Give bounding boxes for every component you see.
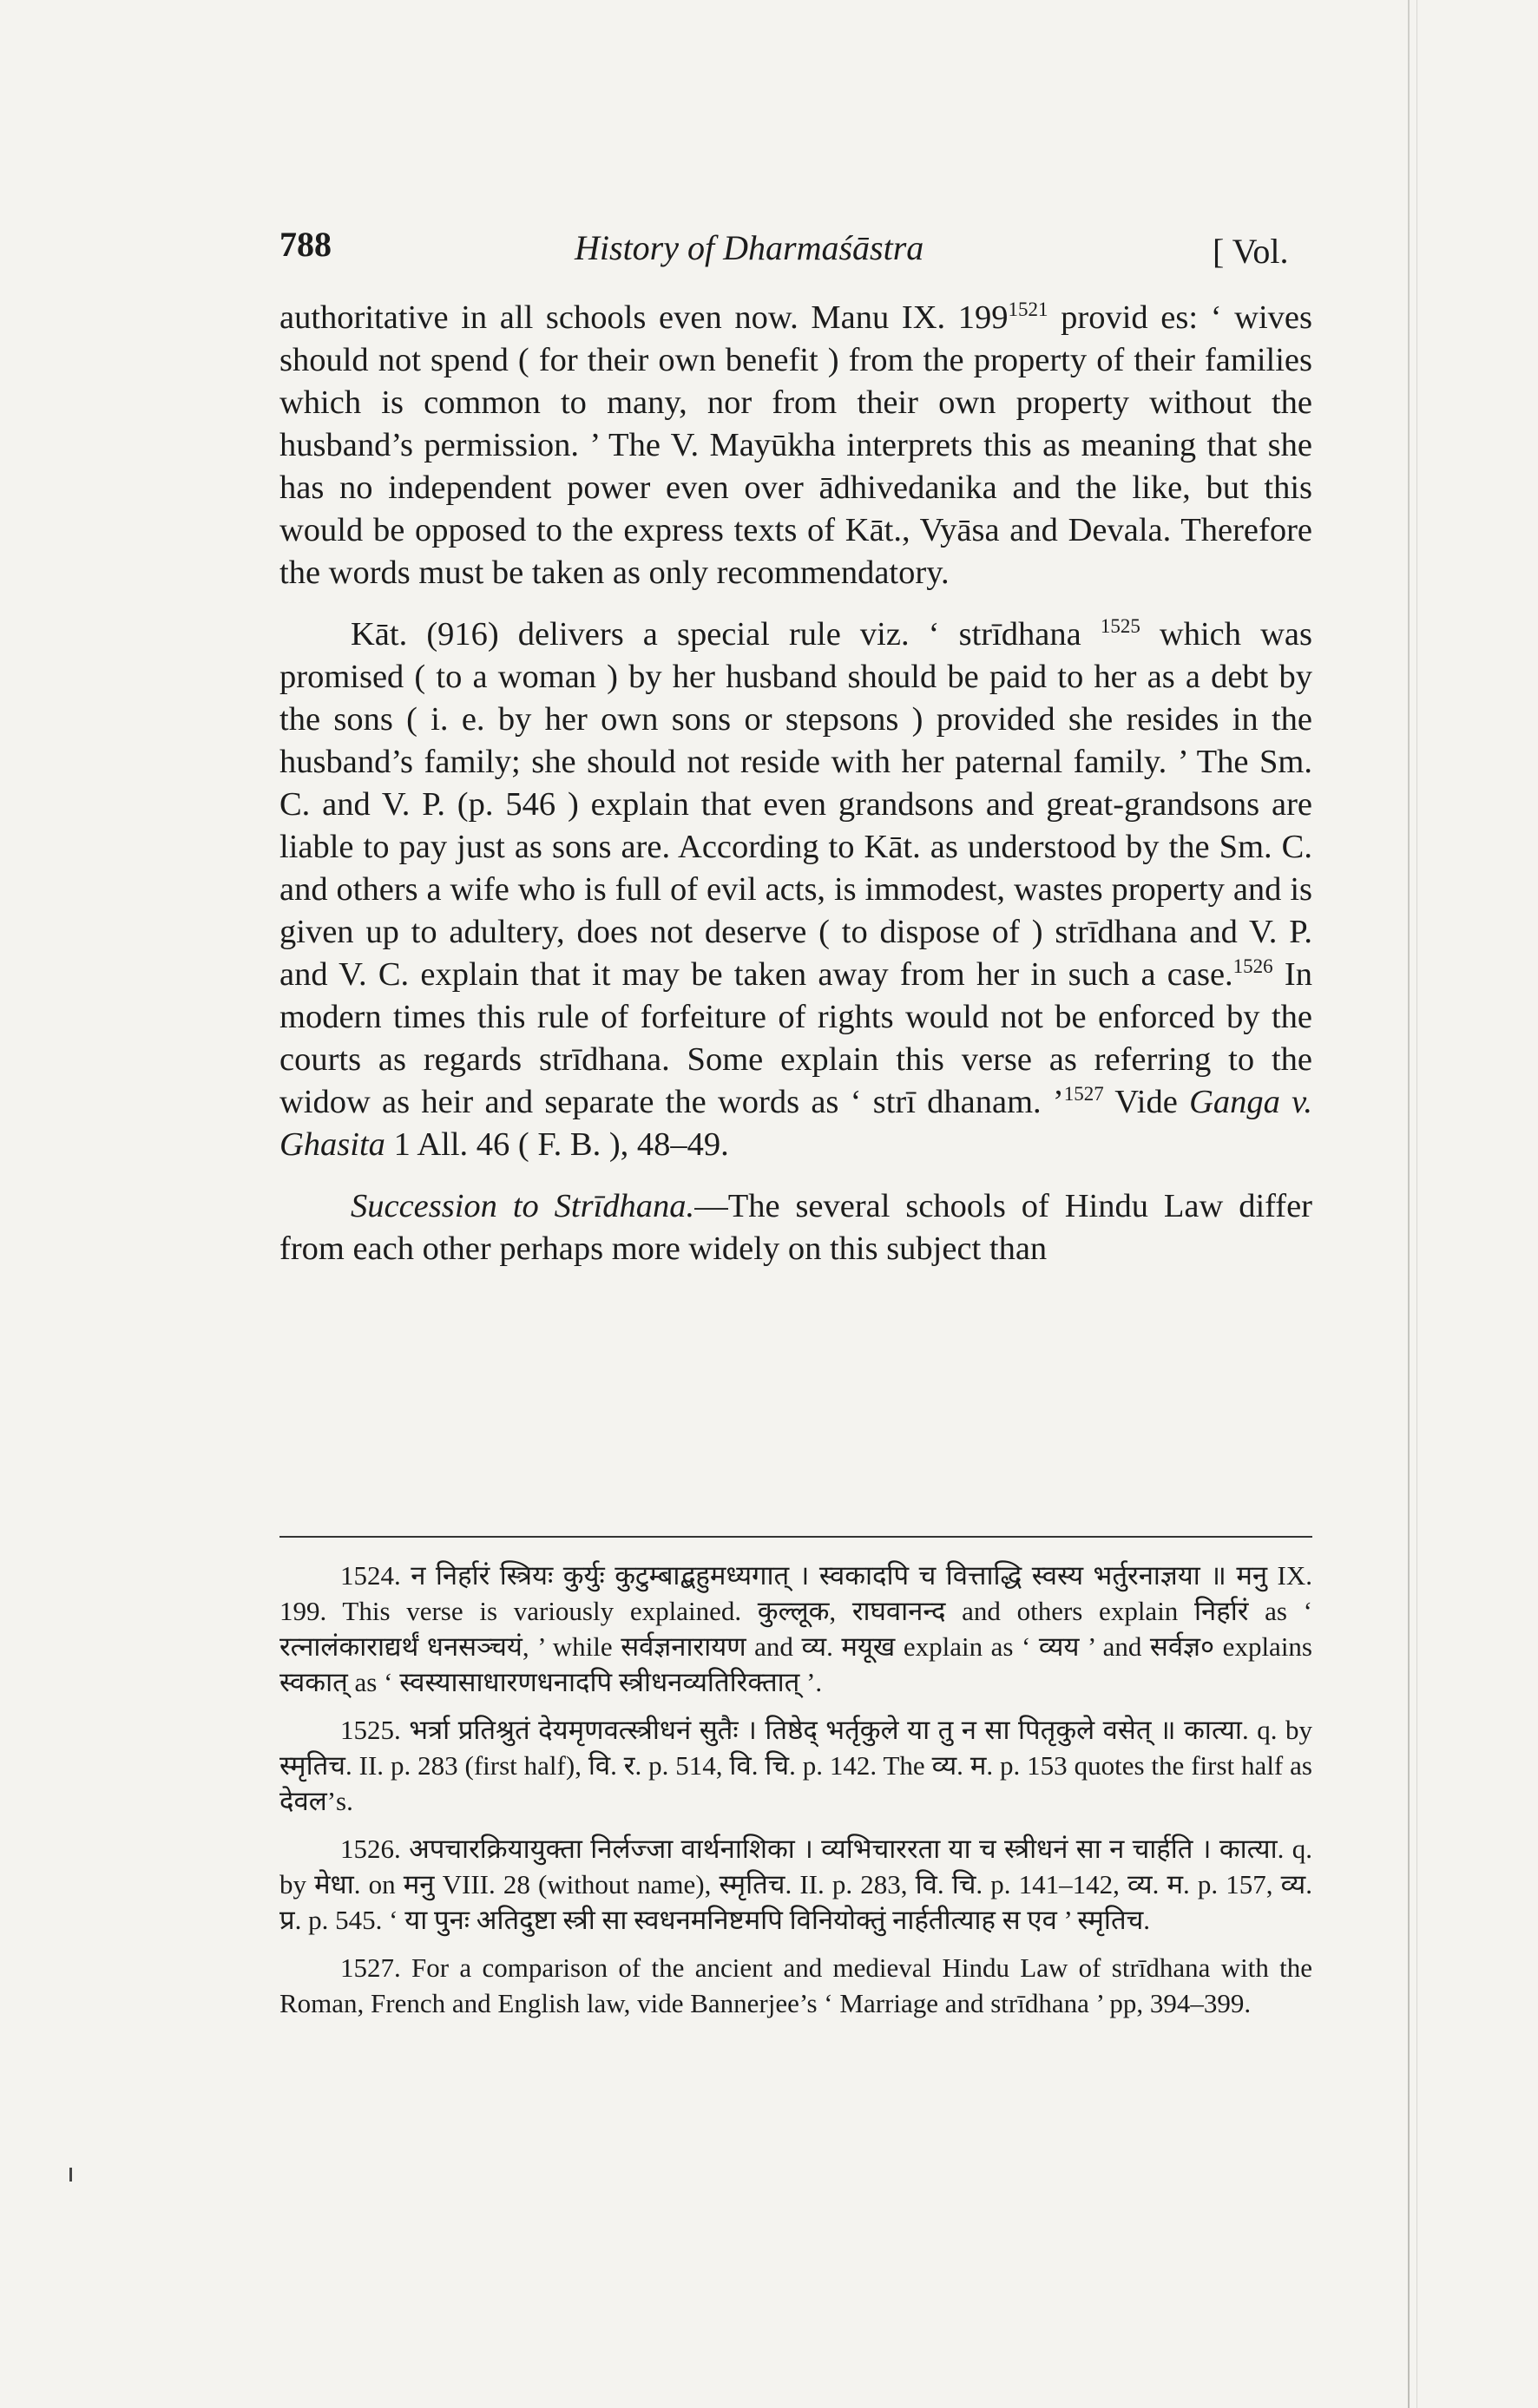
footnote-ref-1527: 1527	[1063, 1083, 1104, 1106]
binding-edge-inner	[1416, 0, 1417, 2408]
footnote-divider	[279, 1536, 1312, 1538]
paragraph-1	[279, 297, 1312, 594]
case-versus: v.	[1292, 1084, 1313, 1120]
binding-edge	[1408, 0, 1410, 2408]
running-title: History of Dharmaśāstra	[575, 228, 924, 267]
section-heading: Succession to Strīdhana.	[351, 1188, 695, 1224]
p2-text-d: Vide	[1103, 1084, 1190, 1120]
footnote-1527: 1527. For a comparison of the ancient and medieval Hindu Law of strīdhana with the Roman, French and English law, vide Bannerjee’s ‘ Marriage and strīdhana ’ pp, 394–399.	[279, 1952, 1312, 2018]
page-header	[279, 224, 1312, 276]
p2-text-c: In modern times this rule of forfeiture of rights would not be enforced by the courts as regards strīdhana. Some explain this verse as referring to the widow as heir and separate the words as ‘ strī dhanam. ’	[279, 956, 1312, 1120]
footnotes	[279, 1558, 1312, 2033]
footnote-1526: 1526. अपचारक्रियायुक्ता निर्लज्जा वार्थनाशिका । व्यभिचाररता या च स्त्रीधनं सा न चार्हति । कात्या. q. by मेधा. on मनु VIII. 28 (without name), स्मृतिच. II. p. 283, वि. चि. p. 141–142, व्य. म. p. 157, व्य. प्र. p. 545. ‘ या पुनः अतिदुष्टा स्त्री सा स्वधनमनिष्टमपि विनियोक्तुं नार्हतीत्याह स एव ’ स्मृतिच.	[279, 1834, 1312, 1935]
footnote-1524: 1524. न निर्हारं स्त्रियः कुर्युः कुटुम्बाद्बहुमध्यगात् । स्वकादपि च वित्ताद्धि स्वस्य भर्तुरनाज्ञया ॥ मनु IX. 199. This verse is variously explained. कुल्लूक, राघवानन्द and others explain निर्हारं as ‘ रत्नालंकाराद्यर्थं धनसञ्चयं, ’ while सर्वज्ञनारायण and व्य. मयूख explain as ‘ व्यय ’ and सर्वज्ञ० explains स्वकात् as ‘ स्वस्यासाधारणधनादपि स्त्रीधनव्यतिरिक्तात् ’.	[279, 1560, 1312, 1697]
footnote-ref-1525: 1525	[1100, 615, 1140, 638]
paragraph-2	[279, 613, 1312, 1166]
p2-text-b: which was promised ( to a woman ) by her husband should be paid to her as a debt by the sons ( i. e. by her own sons or stepsons ) provided she resides in the husband’s family; she should not reside with her paternal family. ’ The Sm. C. and V. P. (p. 546 ) explain that even grandsons and great-grandsons are liable to pay just as sons are. According to Kāt. as understood by the Sm. C. and others a wife who is full of evil acts, is immodest, wastes property and is given up to adultery, does not deserve ( to dispose of ) strīdhana and V. P. and V. C. explain that it may be taken away from her in such a case.	[279, 616, 1312, 993]
footnote-ref-1521: 1521	[1008, 299, 1048, 321]
p2-text-a: Kāt. (916) delivers a special rule viz. ‘ strīdhana	[351, 616, 1101, 653]
p3-text: —The several schools of Hindu Law differ from each other perhaps more widely on this subject than	[279, 1188, 1313, 1267]
footnote-1525: 1525. भर्त्रा प्रतिश्रुतं देयमृणवत्स्त्रीधनं सुतैः । तिष्ठेद् भर्तृकुले या तु न सा पितृकुले वसेत् ॥ कात्या. q. by स्मृतिच. II. p. 283 (first half), वि. र. p. 514, वि. चि. p. 142. The व्य. म. p. 153 quotes the first half as देवल’s.	[279, 1715, 1312, 1816]
p1-text-b: provid es: ‘ wives should not spend ( for their own benefit ) from the property of their families which is common to many, nor from their own property without the husband’s permission. ’ The V. Mayūkha interprets this as meaning that she has no independent power even over ādhivedanika and the like, but this would be opposed to the express texts of Kāt., Vyāsa and Devala. Therefore the words must be taken as only recommendatory.	[279, 299, 1312, 591]
case-name-2: Ghasita	[279, 1126, 385, 1163]
paragraph-3	[279, 1185, 1312, 1270]
footnote-ref-1526: 1526	[1232, 955, 1273, 978]
margin-mark	[69, 2168, 72, 2182]
main-text	[279, 297, 1312, 1270]
case-name-1: Ganga	[1189, 1084, 1280, 1120]
p2-citation: 1 All. 46 ( F. B. ), 48–49.	[384, 1126, 729, 1163]
volume-label: [ Vol.	[1213, 232, 1289, 271]
page-number: 788	[279, 225, 332, 264]
p1-text-a: authoritative in all schools even now. Manu IX. 199	[279, 299, 1009, 336]
p2-space-1	[1280, 1084, 1292, 1120]
